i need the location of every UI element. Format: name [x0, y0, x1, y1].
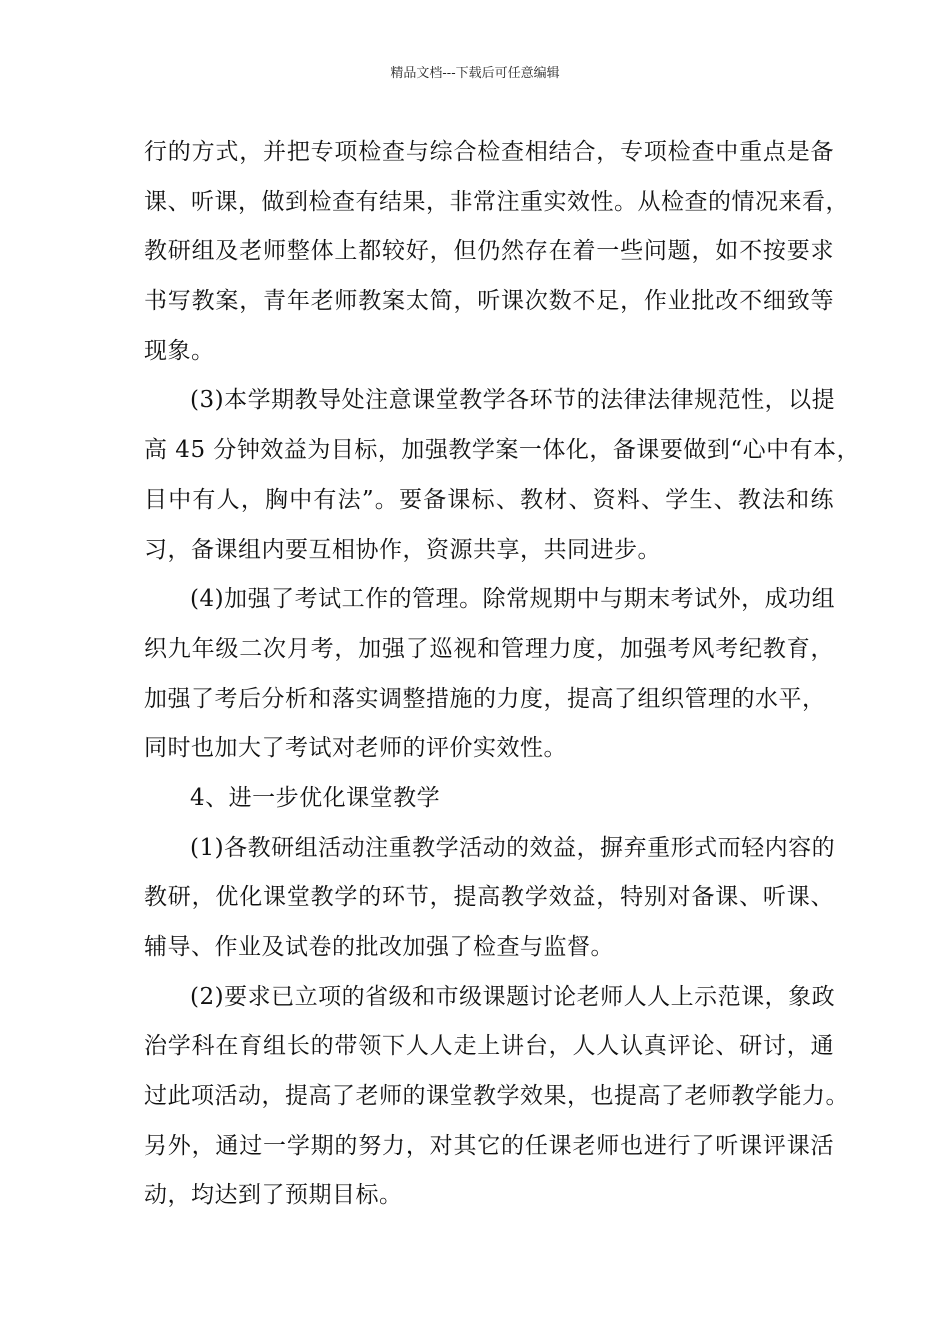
text-line: 教研组及老师整体上都较好，但仍然存在着一些问题，如不按要求 — [144, 238, 834, 265]
page-header: 精品文档---下载后可任意编辑 — [390, 66, 560, 81]
text-line: 治学科在育组长的带领下人人走上讲台，人人认真评论、研讨，通 — [144, 1033, 834, 1060]
text-line: 高 45 分钟效益为目标，加强教学案一体化，备课要做到“心中有本， — [144, 437, 861, 464]
text-line: 教研，优化课堂教学的环节，提高教学效益，特别对备课、听课、 — [144, 884, 834, 911]
text-line: (1)各教研组活动注重教学活动的效益，摒弃重形式而轻内容的 — [190, 834, 836, 861]
text-line: 辅导、作业及试卷的批改加强了检查与监督。 — [144, 934, 614, 960]
text-line: 加强了考后分析和落实调整措施的力度，提高了组织管理的水平， — [144, 685, 826, 712]
text-line: 习，备课组内要互相协作，资源共享，共同进步。 — [144, 536, 661, 563]
text-line: 同时也加大了考试对老师的评价实效性。 — [144, 735, 567, 762]
text-line: 4、进一步优化课堂教学 — [190, 784, 441, 811]
text-line: 行的方式，并把专项检查与综合检查相结合，专项检查中重点是备 — [144, 139, 834, 165]
text-line: (4)加强了考试工作的管理。除常规期中与期末考试外，成功组 — [190, 586, 836, 613]
text-line: (2)要求已立项的省级和市级课题讨论老师人人上示范课，象政 — [190, 983, 836, 1010]
text-line: 另外，通过一学期的努力，对其它的任课老师也进行了听课评课活 — [144, 1132, 834, 1159]
text-line: 织九年级二次月考，加强了巡视和管理力度，加强考风考纪教育， — [144, 635, 834, 662]
text-line: 书写教案，青年老师教案太简，听课次数不足，作业批改不细致等 — [144, 288, 834, 315]
text-line: (3)本学期教导处注意课堂教学各环节的法律法律规范性，以提 — [190, 387, 836, 414]
text-line: 课、听课，做到检查有结果，非常注重实效性。从检查的情况来看， — [144, 188, 849, 215]
document-body — [144, 128, 861, 1221]
text-line: 过此项活动，提高了老师的课堂教学效果，也提高了老师教学能力。 — [144, 1083, 849, 1110]
text-line: 动，均达到了预期目标。 — [144, 1182, 403, 1209]
text-line: 目中有人，胸中有法”。要备课标、教材、资料、学生、教法和练 — [144, 486, 834, 513]
text-line: 现象。 — [144, 337, 215, 364]
